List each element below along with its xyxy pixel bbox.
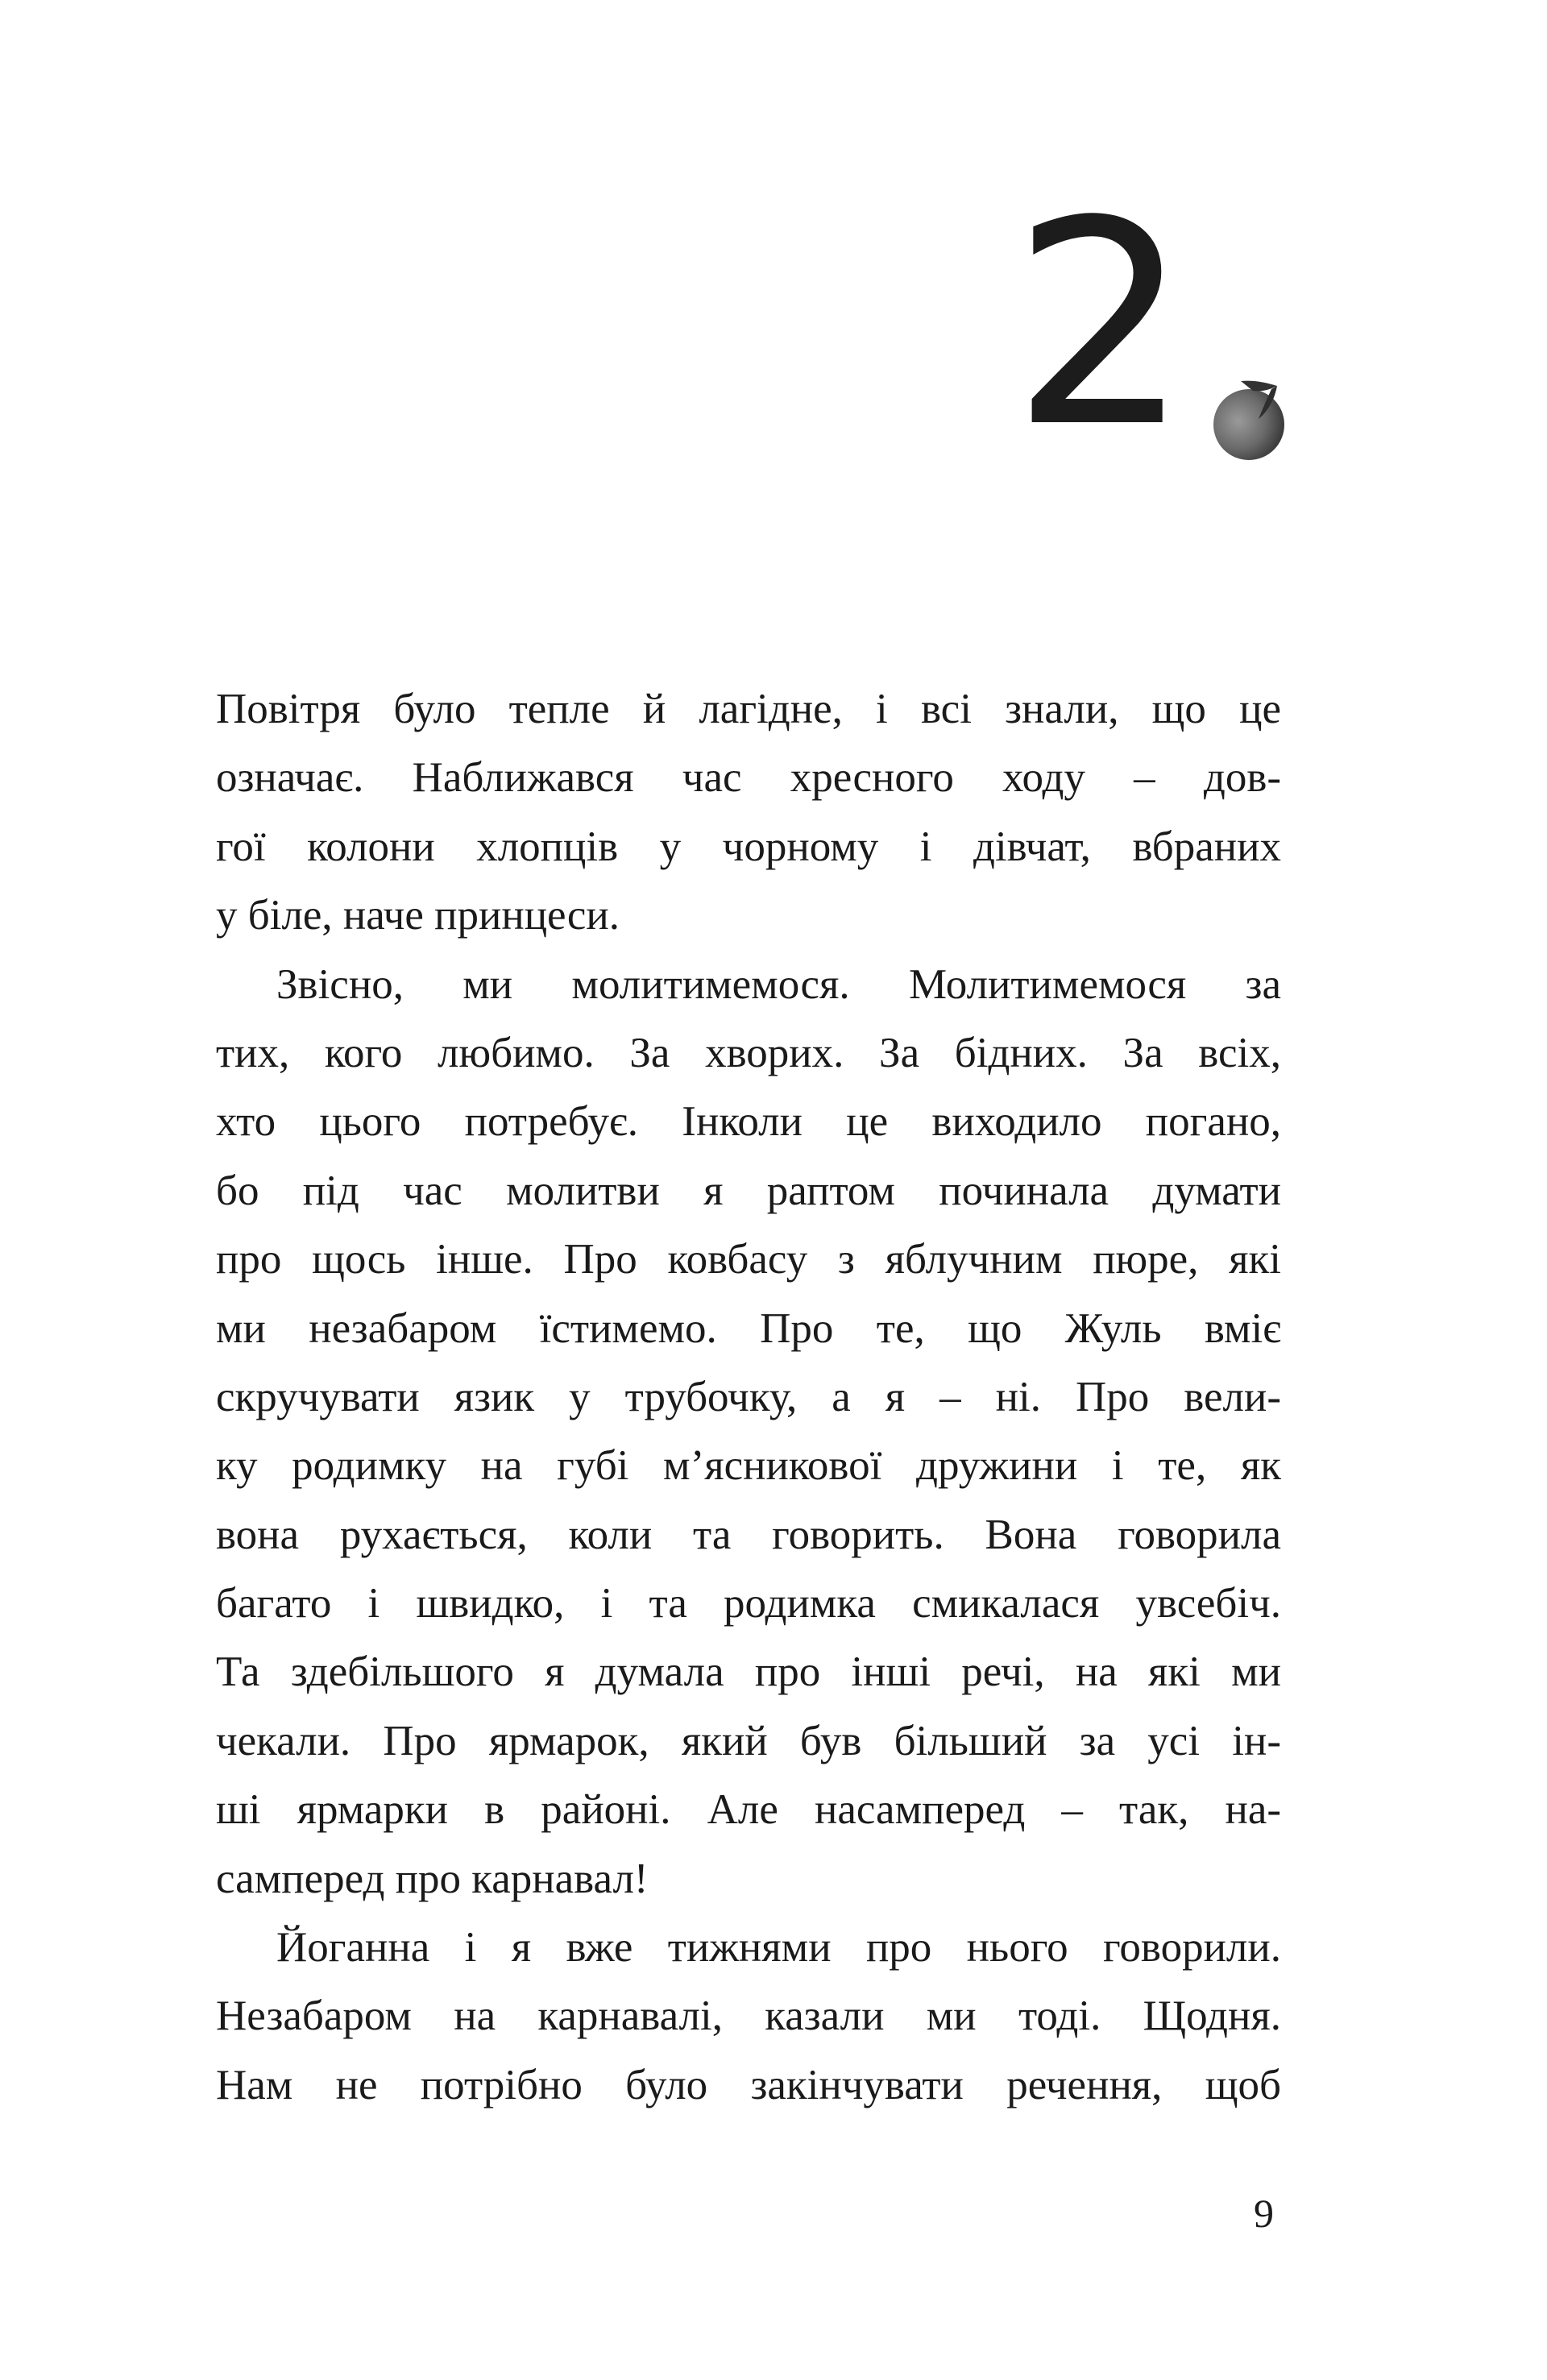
text-line: Нам не потрібно було закінчувати речення, щоб: [216, 2061, 1281, 2108]
text-line: Звісно, ми молитимемося. Молитимемося за: [276, 960, 1281, 1008]
chapter-number: 2: [1011, 160, 1191, 489]
paragraph: [216, 1914, 1281, 2120]
text-line: ми незабаром їстимемо. Про те, що Жуль вміє: [216, 1304, 1281, 1352]
text-line: Йоганна і я вже тижнями про нього говорили.: [276, 1924, 1281, 1972]
text-line: вона рухається, коли та говорить. Вона говорила: [216, 1511, 1281, 1558]
text-line: гої колони хлопців у чорному і дівчат, вбраних: [216, 823, 1281, 870]
text-line: самперед про карнавал!: [216, 1855, 649, 1902]
text-line: Незабаром на карнавалі, казали ми тоді. Щодня.: [216, 1992, 1281, 2040]
text-line: ші ярмарки в районі. Але насамперед – так, на-: [216, 1786, 1281, 1834]
body-text: [216, 675, 1281, 2120]
text-line: багато і швидко, і та родимка смикалася увсебіч.: [216, 1580, 1281, 1627]
text-line: скручувати язик у трубочку, а я – ні. Про вели-: [216, 1373, 1281, 1420]
text-line: чекали. Про ярмарок, який був більший за усі ін-: [216, 1717, 1281, 1764]
paragraph: [216, 675, 1281, 951]
text-line: хто цього потребує. Інколи це виходило погано,: [216, 1098, 1281, 1146]
text-line: Та здебільшого я думала про інші речі, на які ми: [216, 1648, 1281, 1696]
text-line: у біле, наче принцеси.: [216, 892, 620, 939]
page-number: 9: [1254, 2191, 1274, 2236]
text-line: Повітря було тепле й лагідне, і всі знали, що це: [216, 686, 1281, 732]
text-line: про щось інше. Про ковбасу з яблучним пюре, які: [216, 1236, 1281, 1283]
text-line: бо під час молитви я раптом починала думати: [216, 1167, 1281, 1214]
text-line: тих, кого любимо. За хворих. За бідних. За всіх,: [216, 1029, 1281, 1076]
paragraph: [216, 951, 1281, 1914]
text-line: ку родимку на губі м’ясникової дружини і те, як: [216, 1442, 1281, 1490]
orange-fruit-icon: [1209, 375, 1293, 463]
text-line: означає. Наближався час хресного ходу – дов-: [216, 754, 1281, 802]
